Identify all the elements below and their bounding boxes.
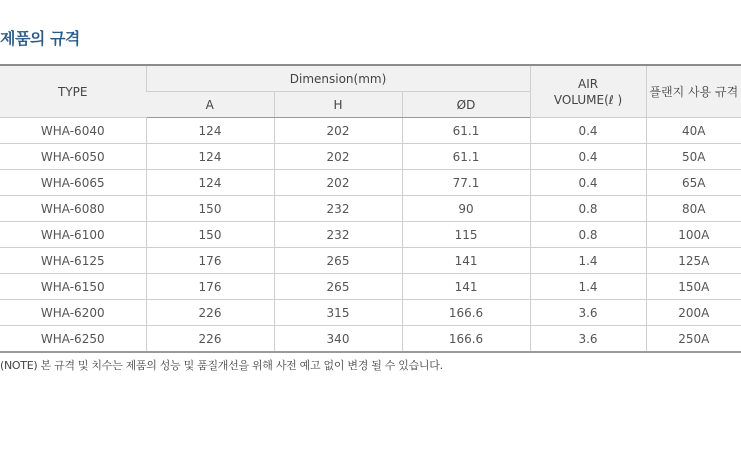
table-row — [0, 326, 741, 353]
table-row — [0, 274, 741, 300]
table-row — [0, 118, 741, 144]
cell-type: WHA-6080 — [0, 196, 146, 222]
cell-a: 124 — [146, 144, 274, 170]
cell-air: 1.4 — [530, 274, 646, 300]
cell-flange: 65A — [646, 170, 741, 196]
table-row — [0, 300, 741, 326]
spec-note: (NOTE) 본 규격 및 치수는 제품의 성능 및 품질개선을 위해 사전 예고 없이 변경 될 수 있습니다. — [0, 359, 443, 372]
cell-type: WHA-6200 — [0, 300, 146, 326]
cell-d: 61.1 — [402, 118, 530, 144]
cell-type: WHA-6100 — [0, 222, 146, 248]
cell-h: 232 — [274, 222, 402, 248]
cell-type: WHA-6050 — [0, 144, 146, 170]
table-row — [0, 170, 741, 196]
header-dimension: Dimension(mm) — [146, 65, 530, 92]
cell-d: 77.1 — [402, 170, 530, 196]
table-row — [0, 144, 741, 170]
cell-h: 232 — [274, 196, 402, 222]
cell-a: 124 — [146, 118, 274, 144]
table-row — [0, 196, 741, 222]
cell-d: 61.1 — [402, 144, 530, 170]
cell-d: 166.6 — [402, 300, 530, 326]
cell-h: 202 — [274, 118, 402, 144]
cell-air: 0.4 — [530, 118, 646, 144]
cell-d: 166.6 — [402, 326, 530, 353]
cell-type: WHA-6125 — [0, 248, 146, 274]
cell-flange: 50A — [646, 144, 741, 170]
cell-flange: 150A — [646, 274, 741, 300]
spec-table-body — [0, 118, 741, 353]
cell-flange: 40A — [646, 118, 741, 144]
header-d: ØD — [402, 92, 530, 118]
cell-flange: 250A — [646, 326, 741, 353]
cell-flange: 200A — [646, 300, 741, 326]
cell-h: 265 — [274, 274, 402, 300]
table-row — [0, 248, 741, 274]
cell-air: 0.8 — [530, 222, 646, 248]
cell-h: 340 — [274, 326, 402, 353]
cell-h: 202 — [274, 170, 402, 196]
cell-a: 176 — [146, 248, 274, 274]
cell-h: 265 — [274, 248, 402, 274]
cell-air: 0.4 — [530, 144, 646, 170]
header-h: H — [274, 92, 402, 118]
header-air-volume — [530, 65, 646, 118]
header-a: A — [146, 92, 274, 118]
table-row — [0, 222, 741, 248]
cell-flange: 100A — [646, 222, 741, 248]
cell-d: 115 — [402, 222, 530, 248]
cell-d: 90 — [402, 196, 530, 222]
cell-a: 150 — [146, 196, 274, 222]
cell-h: 202 — [274, 144, 402, 170]
cell-flange: 80A — [646, 196, 741, 222]
header-air-line2: VOLUME(ℓ ) — [553, 92, 623, 107]
cell-air: 3.6 — [530, 300, 646, 326]
header-type: TYPE — [0, 65, 146, 118]
cell-a: 124 — [146, 170, 274, 196]
cell-h: 315 — [274, 300, 402, 326]
cell-type: WHA-6065 — [0, 170, 146, 196]
cell-a: 226 — [146, 326, 274, 353]
cell-type: WHA-6250 — [0, 326, 146, 353]
cell-air: 0.4 — [530, 170, 646, 196]
cell-air: 0.8 — [530, 196, 646, 222]
spec-table — [0, 64, 741, 353]
cell-flange: 125A — [646, 248, 741, 274]
cell-air: 1.4 — [530, 248, 646, 274]
cell-type: WHA-6040 — [0, 118, 146, 144]
header-flange: 플랜지 사용 규격 — [646, 65, 741, 118]
cell-a: 150 — [146, 222, 274, 248]
cell-type: WHA-6150 — [0, 274, 146, 300]
cell-d: 141 — [402, 274, 530, 300]
header-air-line1: AIR — [577, 76, 599, 91]
cell-d: 141 — [402, 248, 530, 274]
cell-air: 3.6 — [530, 326, 646, 353]
cell-a: 226 — [146, 300, 274, 326]
cell-a: 176 — [146, 274, 274, 300]
section-title: 제품의 규격 — [0, 29, 80, 48]
header-row-top — [0, 65, 741, 92]
